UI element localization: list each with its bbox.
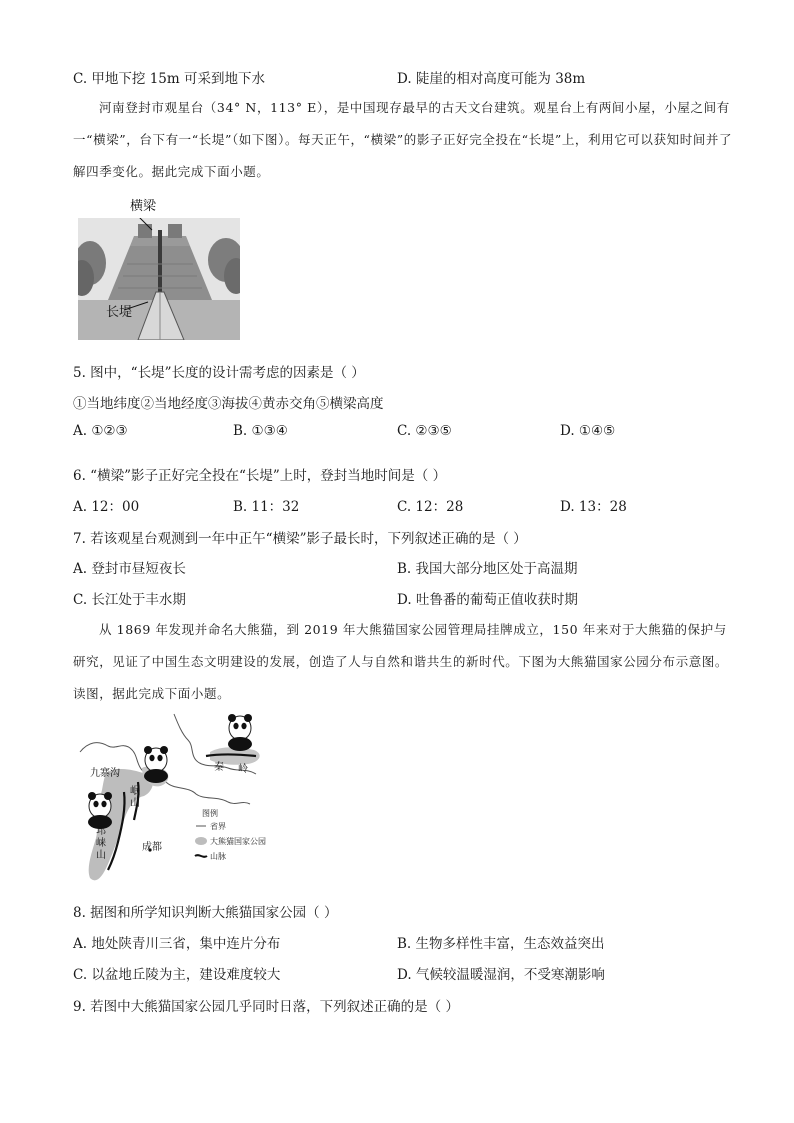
map-label-ling: 岭	[238, 764, 248, 775]
legend-province-border: 省界	[210, 822, 226, 831]
q6-option-d: D. 13：28	[560, 499, 627, 515]
map-label-qiong-3: 山	[96, 850, 106, 861]
q7-option-a: A. 登封市昼短夜长	[73, 561, 186, 577]
q6-option-c: C. 12：28	[397, 499, 464, 515]
q7-option-b: B. 我国大部分地区处于高温期	[397, 561, 578, 577]
q5-option-d: D. ①④⑤	[560, 423, 616, 439]
label-beam: 横梁	[130, 199, 157, 214]
q8-option-d: D. 气候较温暖湿润，不受寒潮影响	[397, 967, 605, 983]
passage-panda	[73, 614, 733, 710]
q7-stem: 7. 若该观星台观测到一年中正午“横梁”影子最长时，下列叙述正确的是（ ）	[73, 531, 527, 547]
map-label-qin: 秦	[214, 762, 224, 773]
map-label-min-1: 岷	[130, 786, 140, 797]
passage-panda-text: 从 1869 年发现并命名大熊猫，到 2019 年大熊猫国家公园管理局挂牌成立，150 年来对于大熊猫的保护与研究，见证了中国生态文明建设的发展，创造了人与自然和谐共生的新时代。下图为大熊猫国家公园分布示意图。读图，据此完成下面小题。	[73, 622, 729, 701]
map-label-qiong-1: 邛	[96, 826, 106, 837]
q4-option-d: D. 陡崖的相对高度可能为 38m	[397, 71, 586, 87]
q7-option-d: D. 吐鲁番的葡萄正值收获时期	[397, 592, 578, 608]
map-label-chengdu: 成都	[142, 842, 162, 853]
q8-option-b: B. 生物多样性丰富，生态效益突出	[397, 936, 605, 952]
q5-stem: 5. 图中，“长堤”长度的设计需考虑的因素是（ ）	[73, 365, 365, 381]
map-label-jiuzhaigou: 九寨沟	[90, 768, 120, 779]
q8-option-a: A. 地处陕青川三省，集中连片分布	[73, 936, 281, 952]
q8-option-c: C. 以盆地丘陵为主，建设难度较大	[73, 967, 281, 983]
q5-factors: ①当地纬度②当地经度③海拔④黄赤交角⑤横梁高度	[73, 396, 384, 412]
label-dike: 长堤	[106, 305, 133, 320]
q5-option-a: A. ①②③	[73, 423, 128, 439]
map-label-min-2: 山	[130, 798, 140, 809]
q6-stem: 6. “横梁”影子正好完全投在“长堤”上时，登封当地时间是（ ）	[73, 468, 447, 484]
q6-option-b: B. 11：32	[233, 499, 300, 515]
q5-option-b: B. ①③④	[233, 423, 288, 439]
q6-option-a: A. 12：00	[73, 499, 140, 515]
q8-stem: 8. 据图和所学知识判断大熊猫国家公园（ ）	[73, 905, 338, 921]
observatory-photo	[78, 218, 240, 340]
map-label-qiong-2: 崃	[96, 838, 106, 849]
legend-mountain: 山脉	[210, 852, 226, 861]
q7-option-c: C. 长江处于丰水期	[73, 592, 186, 608]
q9-stem: 9. 若图中大熊猫国家公园几乎同时日落，下列叙述正确的是（ ）	[73, 999, 459, 1015]
legend-title: 图例	[202, 809, 218, 818]
q5-option-c: C. ②③⑤	[397, 423, 452, 439]
passage-observatory	[73, 92, 733, 188]
q4-option-c: C. 甲地下挖 15m 可采到地下水	[73, 71, 265, 87]
legend-park: 大熊猫国家公园	[210, 837, 266, 846]
passage-observatory-text: 河南登封市观星台（34° N，113° E），是中国现存最早的古天文台建筑。观星台上有两间小屋，小屋之间有一“横梁”，台下有一“长堤”（如下图）。每天正午，“横梁”的影子正好完全投在“长堤”上，利用它可以获知时间并了解四季变化。据此完成下面小题。	[73, 100, 733, 179]
panda-park-map	[78, 712, 308, 892]
